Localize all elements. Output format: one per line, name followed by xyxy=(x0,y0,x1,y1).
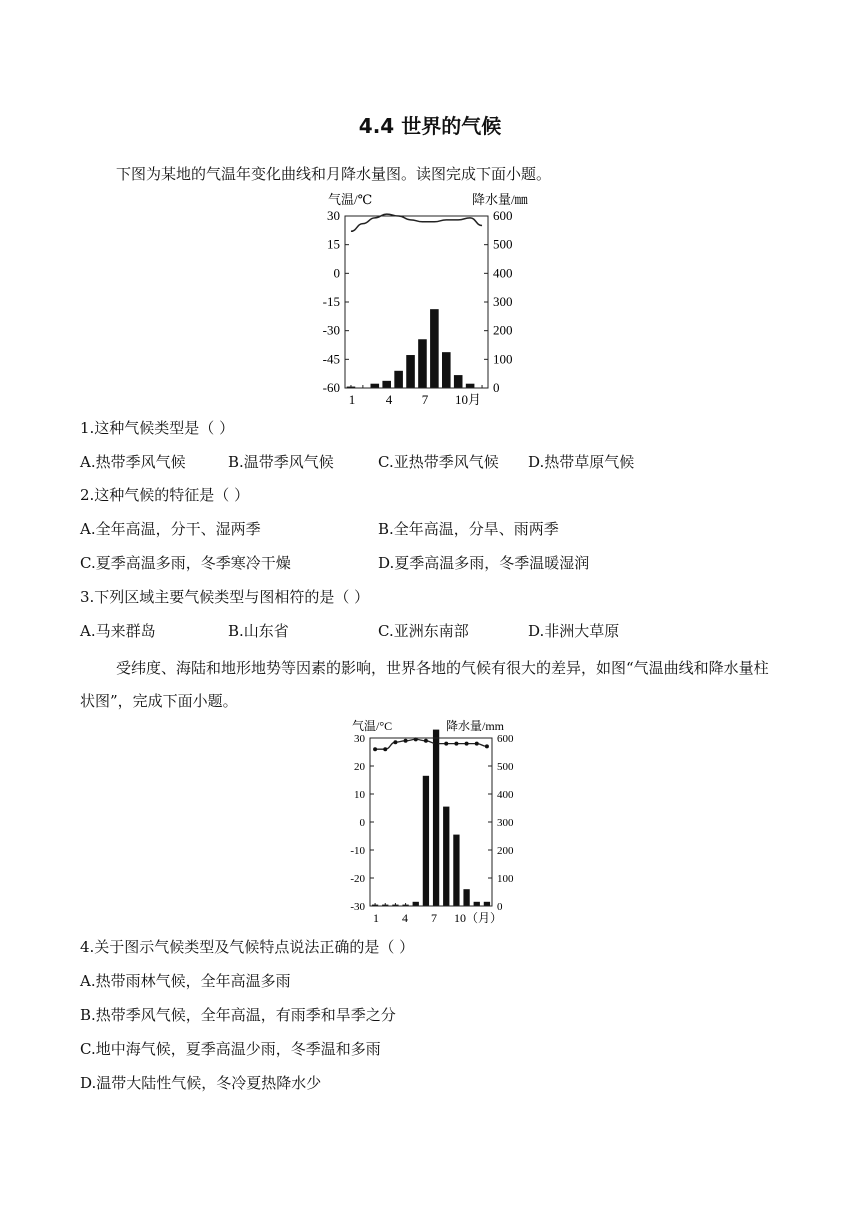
x-tick-label: 1 xyxy=(348,392,356,407)
precipitation-bar xyxy=(423,776,429,906)
temperature-point xyxy=(424,739,428,743)
y2-tick-label: 100 xyxy=(497,873,514,885)
plot-frame xyxy=(370,738,492,906)
x-tick-label: 1 xyxy=(373,911,379,925)
precipitation-bar xyxy=(406,355,415,388)
precipitation-bar xyxy=(443,807,449,906)
y2-tick-label: 200 xyxy=(497,845,514,857)
temperature-point xyxy=(393,740,397,744)
q4-option-c[interactable]: C.地中海气候，夏季高温少雨，冬季温和多雨 xyxy=(80,1040,381,1058)
temperature-point xyxy=(454,742,458,746)
y2-tick-label: 400 xyxy=(493,265,513,281)
precipitation-bar xyxy=(382,381,391,388)
x-tick-label: 7 xyxy=(421,392,429,407)
x-tick-label: 7 xyxy=(431,911,437,925)
precipitation-bar xyxy=(430,309,439,388)
y2-tick-label: 0 xyxy=(497,901,503,913)
y-tick-label: -60 xyxy=(322,380,340,395)
y-tick-label: -30 xyxy=(322,322,340,338)
y-tick-label: 0 xyxy=(359,817,365,829)
y2-tick-label: 500 xyxy=(493,236,513,252)
temperature-curve xyxy=(351,214,482,231)
q2-option-d[interactable]: D.夏季高温多雨，冬季温暖湿润 xyxy=(378,554,590,572)
temperature-point xyxy=(444,742,448,746)
y2-tick-label: 100 xyxy=(493,351,513,367)
x-tick-label: 4 xyxy=(402,911,408,925)
q1-option-d[interactable]: D.热带草原气候 xyxy=(528,453,635,471)
q1-option-a[interactable]: A.热带季风气候 xyxy=(80,453,186,471)
temperature-point xyxy=(434,742,438,746)
precipitation-bar xyxy=(413,902,419,906)
q3-option-a[interactable]: A.马来群岛 xyxy=(80,622,156,640)
y-tick-label: 10 xyxy=(354,789,365,801)
precipitation-bar xyxy=(371,384,380,388)
y2-tick-label: 300 xyxy=(497,817,514,829)
y-tick-label: 20 xyxy=(354,761,365,773)
temperature-point xyxy=(404,739,408,743)
left-axis-label: 气温/°C xyxy=(352,719,393,733)
q3-option-b[interactable]: B.山东省 xyxy=(228,622,289,640)
y-tick-label: 30 xyxy=(354,733,365,745)
precipitation-bar xyxy=(418,339,427,388)
intro-paragraph-1: 下图为某地的气温年变化曲线和月降水量图。读图完成下面小题。 xyxy=(116,165,552,183)
y-tick-label: 30 xyxy=(327,208,340,223)
x-tick-label: 4 xyxy=(385,392,393,407)
precipitation-bar xyxy=(433,730,439,906)
temperature-point xyxy=(485,744,489,748)
y2-tick-label: 400 xyxy=(497,789,514,801)
question-1-stem: 1.这种气候类型是（ ） xyxy=(80,419,235,437)
y2-tick-label: 0 xyxy=(493,380,500,395)
y-tick-label: -30 xyxy=(350,901,365,913)
x-tick-label: 10（月） xyxy=(453,911,503,925)
plot-frame xyxy=(345,216,488,388)
y-tick-label: -15 xyxy=(322,294,340,309)
y-tick-label: 15 xyxy=(327,236,340,252)
left-axis-label: 气温/℃ xyxy=(328,192,373,207)
q4-option-b[interactable]: B.热带季风气候，全年高温，有雨季和旱季之分 xyxy=(80,1006,396,1024)
right-axis-label: 降水量/mm xyxy=(446,719,505,733)
y-tick-label: 0 xyxy=(333,265,340,281)
question-4-stem: 4.关于图示气候类型及气候特点说法正确的是（ ） xyxy=(80,938,415,956)
y-tick-label: -20 xyxy=(350,873,365,885)
precipitation-bar xyxy=(484,902,490,906)
climate-chart-2 xyxy=(330,714,530,926)
y-tick-label: -10 xyxy=(350,845,365,857)
temperature-point xyxy=(373,747,377,751)
y-tick-label: -45 xyxy=(322,351,340,367)
precipitation-bar xyxy=(474,902,480,906)
temperature-point xyxy=(383,747,387,751)
precipitation-bar xyxy=(394,371,403,388)
x-tick-label: 10月 xyxy=(454,392,482,407)
climate-chart-1 xyxy=(300,190,560,410)
q2-option-a[interactable]: A.全年高温，分干、湿两季 xyxy=(80,520,261,538)
precipitation-bar xyxy=(442,352,451,388)
precipitation-bar xyxy=(453,835,459,906)
q1-option-b[interactable]: B.温带季风气候 xyxy=(228,453,334,471)
y2-tick-label: 300 xyxy=(493,294,513,309)
temperature-point xyxy=(475,742,479,746)
q1-option-c[interactable]: C.亚热带季风气候 xyxy=(378,453,499,471)
precipitation-bar xyxy=(466,384,475,388)
y2-tick-label: 200 xyxy=(493,322,513,338)
question-2-stem: 2.这种气候的特征是（ ） xyxy=(80,486,250,504)
right-axis-label: 降水量/㎜ xyxy=(472,192,528,207)
q2-option-c[interactable]: C.夏季高温多雨，冬季寒冷干燥 xyxy=(80,554,291,572)
question-3-stem: 3.下列区域主要气候类型与图相符的是（ ） xyxy=(80,588,370,606)
intro-paragraph-2: 受纬度、海陆和地形地势等因素的影响，世界各地的气候有很大的差异，如图“气温曲线和降水量柱状图”，完成下面小题。 xyxy=(80,659,769,710)
temperature-point xyxy=(465,742,469,746)
q2-option-b[interactable]: B.全年高温，分旱、雨两季 xyxy=(378,520,559,538)
temperature-curve xyxy=(375,739,487,749)
precipitation-bar xyxy=(454,375,463,388)
q4-option-a[interactable]: A.热带雨林气候，全年高温多雨 xyxy=(80,972,291,990)
precipitation-bar xyxy=(463,889,469,906)
y2-tick-label: 500 xyxy=(497,761,514,773)
q3-option-c[interactable]: C.亚洲东南部 xyxy=(378,622,469,640)
y2-tick-label: 600 xyxy=(493,208,513,223)
q4-option-d[interactable]: D.温带大陆性气候，冬冷夏热降水少 xyxy=(80,1074,322,1092)
q3-option-d[interactable]: D.非洲大草原 xyxy=(528,622,620,640)
y2-tick-label: 600 xyxy=(497,733,514,745)
page-title: 4.4 世界的气候 xyxy=(358,114,502,138)
